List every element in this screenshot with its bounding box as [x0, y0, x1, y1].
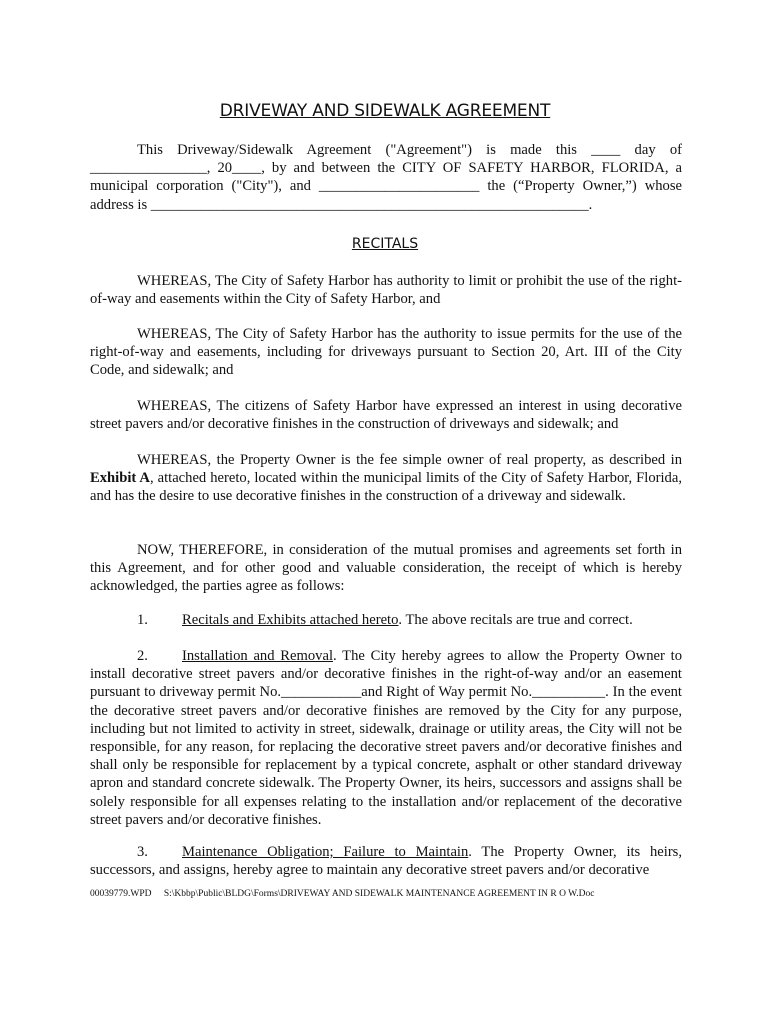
section-3-text: . The Property Owner, its heirs, successors, and assigns, hereby agree to maintain any decorative street pavers and/or decorative: [90, 844, 683, 879]
section-2-text: . The City hereby agrees to allow the Property Owner to install decorative street pavers and/or decorative finishes in the right-of-way and/or an easement pursuant to driveway permit No.___________and Right of Way permit No.__________. In the event the decorative street pavers and/or decorative finishes are removed by the City for any purpose, including but not limited to activity in street, sidewalk, drainage or utility areas, the City will not be responsible, for any reason, for replacing the decorative street pavers and/or decorative finishes and shall only be responsible for replacement by a typical concrete, asphalt or other standard driveway apron and standard concrete sidewalk. The Property Owner, its heirs, successors and assigns shall be solely responsible for all expenses relating to the installation and/or replacement of the decorative street pavers and/or decorative finishes.: [90, 648, 682, 828]
footer-doc-id: 00039779.WPD: [90, 889, 152, 899]
exhibit-a-reference: Exhibit A: [90, 470, 150, 487]
section-2: [90, 647, 682, 829]
intro-text: This Driveway/Sidewalk Agreement ("Agreement") is made this ____ day of ________________, 20____, by and between the CITY OF SAFETY HARBOR, FLORIDA, a municipal corporation ("City"), and ______________________ the (“Property Owner,”) whose address is ____________________________________________________________.: [90, 142, 682, 213]
section-1: [90, 611, 682, 629]
document-title: DRIVEWAY AND SIDEWALK AGREEMENT: [219, 101, 551, 121]
whereas-2-text: WHEREAS, The City of Safety Harbor has the authority to issue permits for the use of the right-of-way and easements, including for driveways pursuant to Section 20, Art. III of the City Code, and sidewalk; and: [90, 326, 682, 379]
whereas-paragraph-3: [90, 397, 682, 433]
page-footer: [90, 889, 690, 899]
whereas-4-pre: WHEREAS, the Property Owner is the fee simple owner of real property, as described in: [137, 452, 682, 468]
footer-file-path: S:\Kbbp\Public\BLDG\Forms\DRIVEWAY AND SIDEWALK MAINTENANCE AGREEMENT IN R O W.Doc: [163, 889, 595, 899]
whereas-paragraph-2: [90, 325, 682, 380]
section-1-text: . The above recitals are true and correct.: [398, 612, 633, 628]
now-therefore-paragraph: [90, 541, 682, 596]
whereas-paragraph-1: [90, 272, 682, 308]
recitals-heading: RECITALS: [351, 236, 419, 252]
section-1-heading: Recitals and Exhibits attached hereto: [182, 612, 399, 628]
now-therefore-text: NOW, THEREFORE, in consideration of the mutual promises and agreements set forth in this Agreement, and for other good and valuable consideration, the receipt of which is hereby acknowledged, the parties agree as follows:: [90, 542, 682, 595]
whereas-4-post: , attached hereto, located within the municipal limits of the City of Safety Harbor, Florida, and has the desire to use decorative finishes in the construction of a driveway and sidewalk.: [90, 470, 682, 505]
section-1-number: 1.: [137, 612, 148, 628]
whereas-3-text: WHEREAS, The citizens of Safety Harbor have expressed an interest in using decorative street pavers and/or decorative finishes in the construction of driveways and sidewalk; and: [90, 398, 682, 433]
section-3-number: 3.: [137, 844, 148, 860]
section-2-heading: Installation and Removal: [182, 648, 333, 664]
intro-paragraph: [90, 141, 682, 214]
section-2-number: 2.: [137, 648, 148, 664]
whereas-paragraph-4: [90, 451, 682, 506]
section-3: [90, 843, 682, 879]
whereas-1-text: WHEREAS, The City of Safety Harbor has authority to limit or prohibit the use of the right-of-way and easements within the City of Safety Harbor, and: [90, 273, 682, 308]
section-3-heading: Maintenance Obligation; Failure to Maintain: [182, 844, 469, 860]
